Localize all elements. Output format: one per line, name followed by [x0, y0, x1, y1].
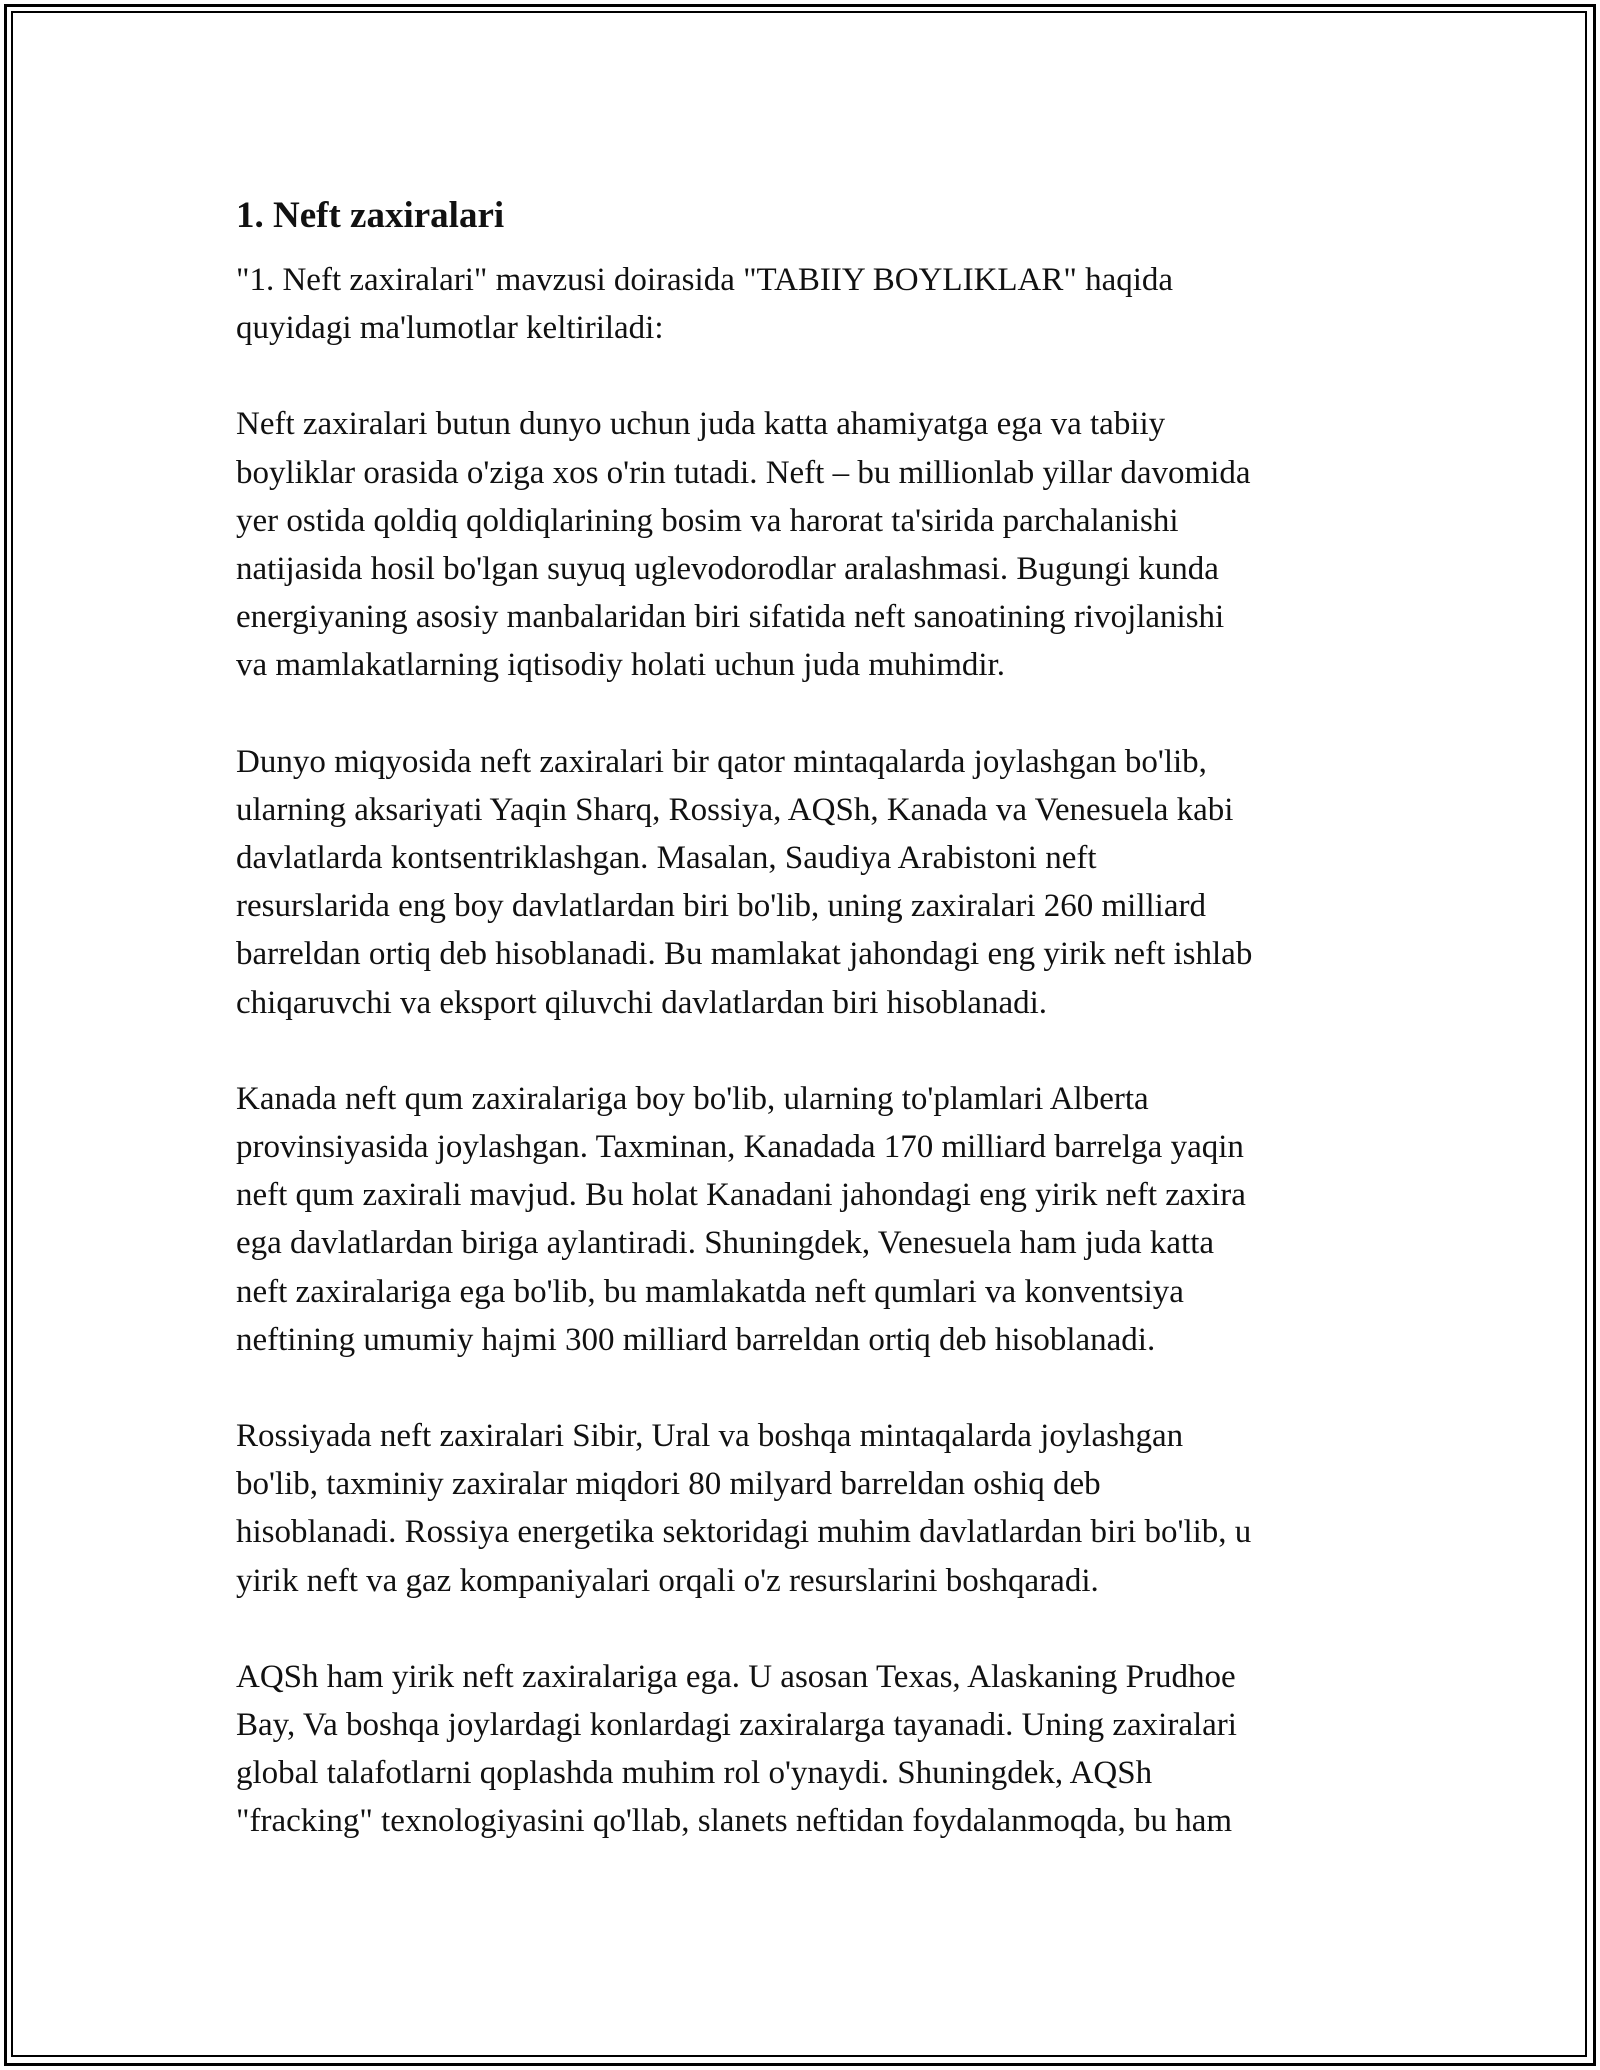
- text-line: Bay, Va boshqa joylardagi konlardagi zaxiralarga tayanadi. Uning zaxiralari: [236, 1707, 1237, 1744]
- paragraph-intro: [236, 256, 1376, 352]
- text-line: "1. Neft zaxiralari" mavzusi doirasida "TABIIY BOYLIKLAR" haqida: [236, 262, 1174, 298]
- text-line: yer ostida qoldiq qoldiqlarining bosim va harorat ta'sirida parchalanishi: [236, 502, 1179, 539]
- text-line: Rossiyada neft zaxiralari Sibir, Ural va boshqa mintaqalarda joylashgan: [236, 1418, 1184, 1455]
- text-line: ularning aksariyati Yaqin Sharq, Rossiya, AQSh, Kanada va Venesuela kabi: [236, 791, 1234, 828]
- section-heading: 1. Neft zaxiralari: [236, 195, 505, 236]
- text-line: boyliklar orasida o'ziga xos o'rin tutadi. Neft – bu millionlab yillar davomida: [236, 454, 1251, 491]
- paragraph-usa: [236, 1653, 1376, 1846]
- text-line: va mamlakatlarning iqtisodiy holati uchun juda muhimdir.: [236, 647, 1005, 684]
- document-body: [236, 186, 1376, 1894]
- text-line: Neft zaxiralari butun dunyo uchun juda katta ahamiyatga ega va tabiiy: [236, 406, 1166, 443]
- text-line: bo'lib, taxminiy zaxiralar miqdori 80 milyard barreldan oshiq deb: [236, 1466, 1101, 1503]
- text-line: davlatlarda kontsentriklashgan. Masalan, Saudiya Arabistoni neft: [236, 840, 1097, 877]
- text-line: ega davlatlardan biriga aylantiradi. Shuningdek, Venesuela ham juda katta: [236, 1225, 1215, 1262]
- text-line: quyidagi ma'lumotlar keltiriladi:: [236, 310, 664, 347]
- text-line: resurslarida eng boy davlatlardan biri bo'lib, uning zaxiralari 260 milliard: [236, 888, 1206, 925]
- text-line: AQSh ham yirik neft zaxiralariga ega. U asosan Texas, Alaskaning Prudhoe: [236, 1658, 1236, 1695]
- text-line: yirik neft va gaz kompaniyalari orqali o'z resurslarini boshqaradi.: [236, 1562, 1099, 1599]
- text-line: chiqaruvchi va eksport qiluvchi davlatlardan biri hisoblanadi.: [236, 984, 1048, 1021]
- text-line: "fracking" texnologiyasini qo'llab, slanets neftidan foydalanmoqda, bu ham: [236, 1803, 1233, 1840]
- text-line: neftining umumiy hajmi 300 milliard barreldan ortiq deb hisoblanadi.: [236, 1321, 1156, 1358]
- paragraph-russia: [236, 1412, 1376, 1605]
- text-line: Kanada neft qum zaxiralariga boy bo'lib, ularning to'plamlari Alberta: [236, 1080, 1149, 1117]
- paragraph-canada-venezuela: [236, 1075, 1376, 1364]
- text-line: natijasida hosil bo'lgan suyuq uglevodorodlar aralashmasi. Bugungi kunda: [236, 551, 1219, 588]
- text-line: neft qum zaxirali mavjud. Bu holat Kanadani jahondagi eng yirik neft zaxira: [236, 1177, 1246, 1214]
- text-line: neft zaxiralariga ega bo'lib, bu mamlakatda neft qumlari va konventsiya: [236, 1273, 1184, 1310]
- text-line: provinsiyasida joylashgan. Taxminan, Kanadada 170 milliard barrelga yaqin: [236, 1129, 1244, 1166]
- text-line: barreldan ortiq deb hisoblanadi. Bu mamlakat jahondagi eng yirik neft ishlab: [236, 936, 1253, 973]
- text-line: Dunyo miqyosida neft zaxiralari bir qator mintaqalarda joylashgan bo'lib,: [236, 743, 1207, 780]
- text-line: hisoblanadi. Rossiya energetika sektoridagi muhim davlatlardan biri bo'lib, u: [236, 1514, 1252, 1551]
- paragraph-definition: [236, 400, 1376, 689]
- paragraph-world-reserves: [236, 738, 1376, 1027]
- text-line: global talafotlarni qoplashda muhim rol o'ynaydi. Shuningdek, AQSh: [236, 1755, 1153, 1792]
- text-line: energiyaning asosiy manbalaridan biri sifatida neft sanoatining rivojlanishi: [236, 599, 1225, 636]
